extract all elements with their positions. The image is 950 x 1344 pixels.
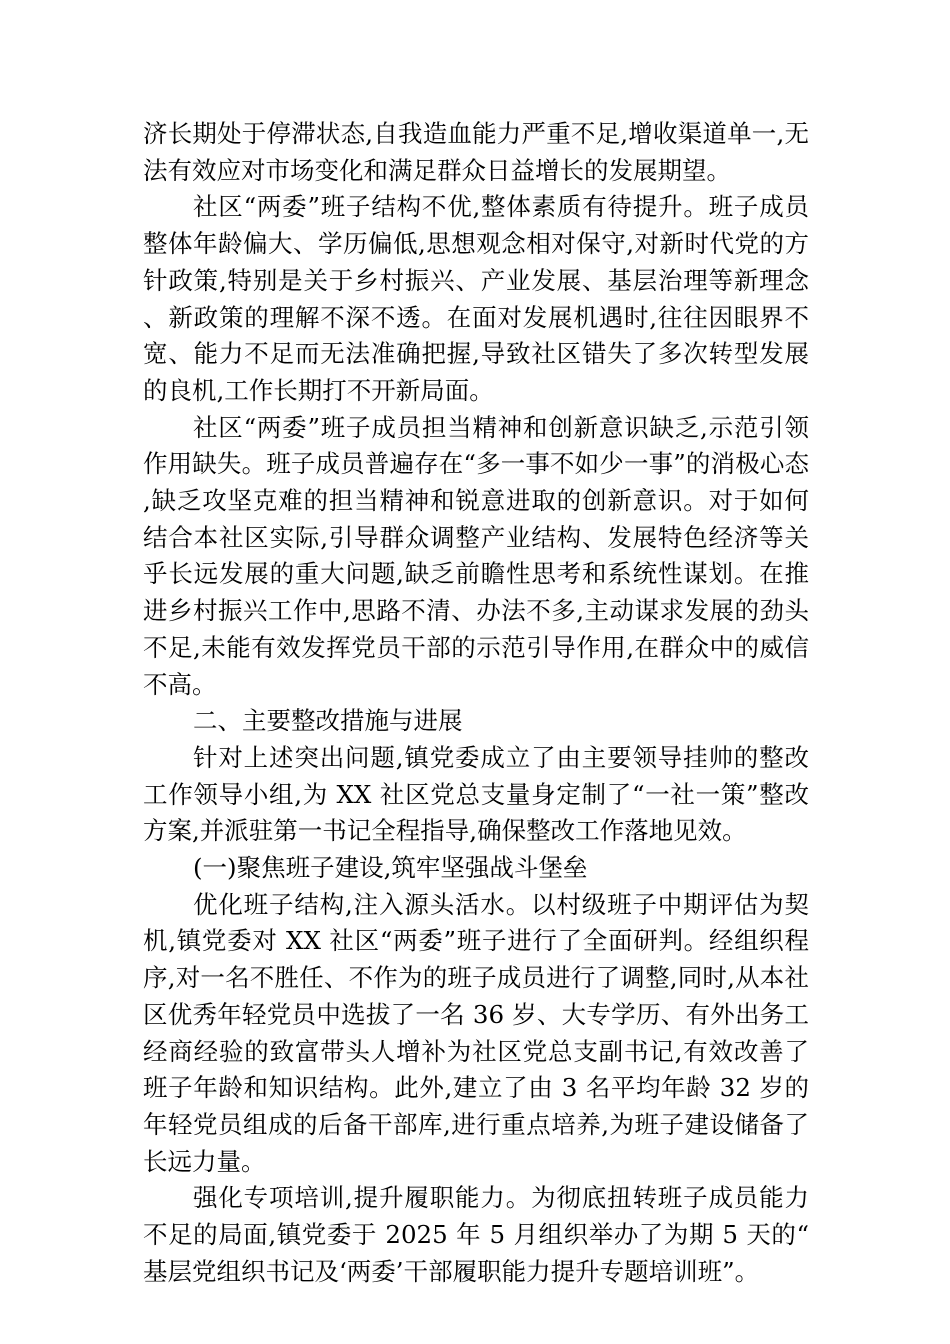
paragraph-rectification-plan: 针对上述突出问题,镇党委成立了由主要领导挂帅的整改工作领导小组,为 XX 社区党总支量身定制了“一社一策”整改方案,并派驻第一书记全程指导,确保整改工作落地见效。 (143, 742, 809, 846)
paragraph-economy-stagnation: 济长期处于停滞状态,自我造血能力严重不足,增收渠道单一,无法有效应对市场变化和满足群众日益增长的发展期望。 (143, 119, 809, 185)
paragraph-committee-responsibility: 社区“两委”班子成员担当精神和创新意识缺乏,示范引领作用缺失。班子成员普遍存在“多一事不如少一事”的消极心态,缺乏攻坚克难的担当精神和锐意进取的创新意识。对于如何结合本社区实际,引导群众调整产业结构、发展特色经济等关乎长远发展的重大问题,缺乏前瞻性思考和系统性谋划。在推进乡村振兴工作中,思路不清、办法不多,主动谋求发展的劲头不足,未能有效发挥党员干部的示范引导作用,在群众中的威信不高。 (143, 412, 809, 699)
subsection-heading-team-building: (一)聚焦班子建设,筑牢坚强战斗堡垒 (193, 853, 588, 883)
document-page (143, 116, 809, 1291)
section-heading-rectification-measures: 二、主要整改措施与进展 (193, 706, 463, 736)
paragraph-optimize-team-structure: 优化班子结构,注入源头活水。以村级班子中期评估为契机,镇党委对 XX 社区“两委”班子进行了全面研判。经组织程序,对一名不胜任、不作为的班子成员进行了调整,同时,从本社区优秀年轻党员中选拔了一名 36 岁、大专学历、有外出务工经商经验的致富带头人增补为社区党总支副书记,有效改善了班子年龄和知识结构。此外,建立了由 3 名平均年龄 32 岁的年轻党员组成的后备干部库,进行重点培养,为班子建设储备了长远力量。 (143, 889, 809, 1176)
paragraph-special-training: 强化专项培训,提升履职能力。为彻底扭转班子成员能力不足的局面,镇党委于 2025 年 5 月组织举办了为期 5 天的“基层党组织书记及‘两委’干部履职能力提升专题培训班”。 (143, 1183, 809, 1286)
paragraph-committee-structure: 社区“两委”班子结构不优,整体素质有待提升。班子成员整体年龄偏大、学历偏低,思想观念相对保守,对新时代党的方针政策,特别是关于乡村振兴、产业发展、基层治理等新理念、新政策的理解不深不透。在面对发展机遇时,往往因眼界不宽、能力不足而无法准确把握,导致社区错失了多次转型发展的良机,工作长期打不开新局面。 (143, 192, 809, 405)
